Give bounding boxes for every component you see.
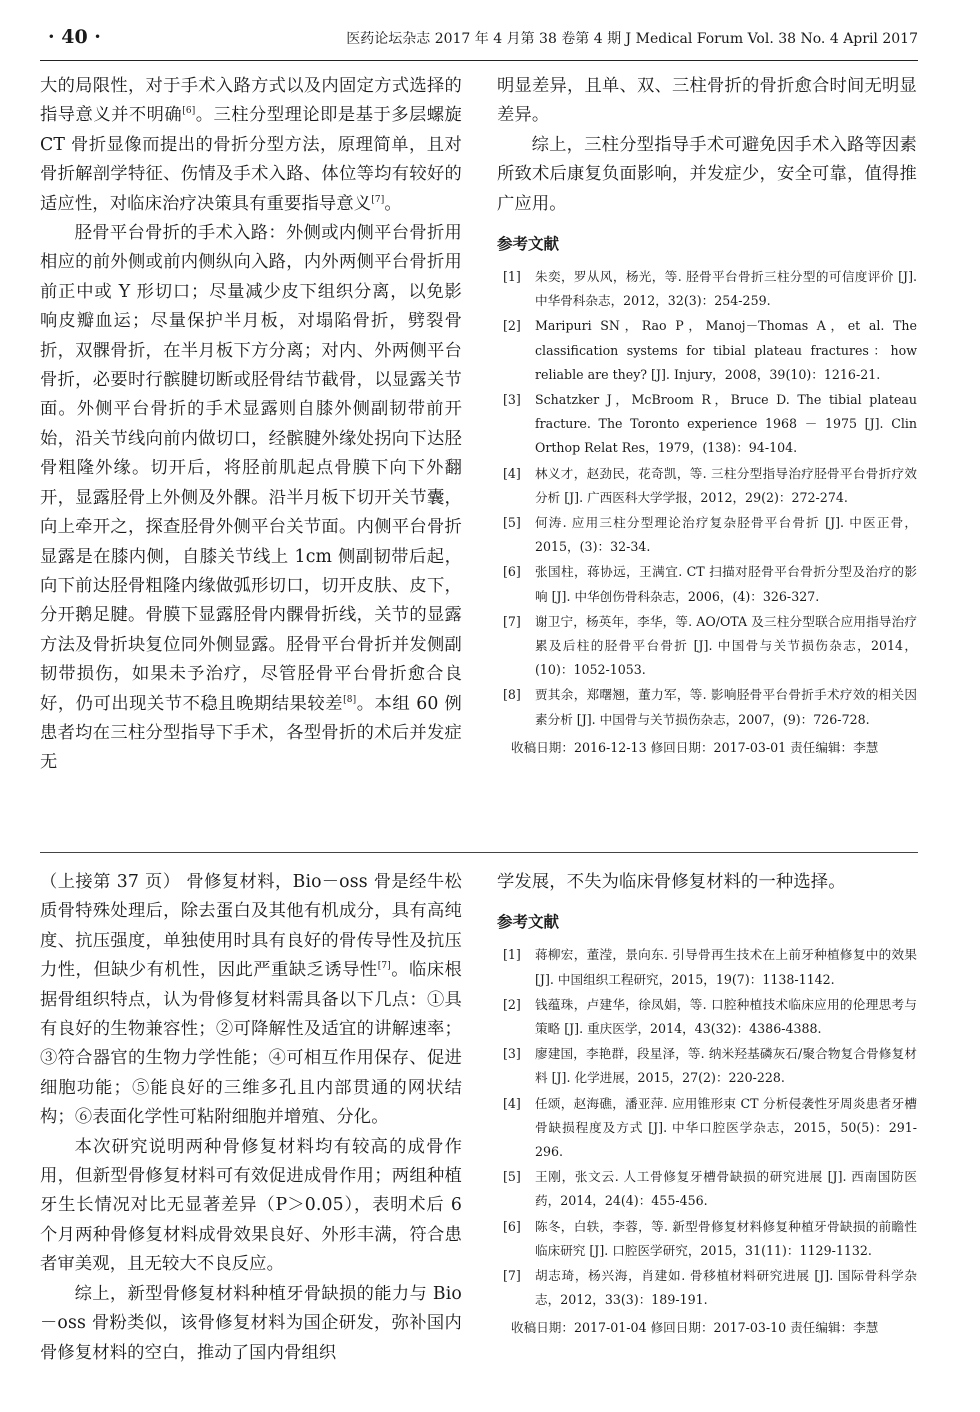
citation: [7] (371, 194, 385, 205)
reference-text: 廖建国，李艳群，段星泽，等. 纳米羟基磷灰石/聚合物复合骨修复材料 [J]. 化学进展，2015，27(2)：220-228. (535, 1046, 917, 1086)
paragraph: 学发展，不失为临床骨修复材料的一种选择。 (497, 872, 846, 892)
reference-text: 陈冬，白轶，李蓉，等. 新型骨修复材料修复种植牙骨缺损的前瞻性临床研究 [J]. 口腔医学研究，2015，31(11)：1129-1132. (535, 1218, 917, 1258)
reference-item (497, 511, 917, 559)
reference-item (497, 1092, 917, 1165)
paragraph: 本次研究说明两种骨修复材料均有较高的成骨作用，但新型骨修复材料可有效促进成骨作用；两组种植牙生长情况对比无显著差异（P＞0.05），表明术后 6 个月两种骨修复材料成骨效果良好、外形丰满，符合患者审美观，且无较大不良反应。 (40, 1136, 462, 1275)
reference-number: [8] (503, 687, 521, 703)
running-title: 医药论坛杂志 2017 年 4 月第 38 卷第 4 期 J Medical Forum Vol. 38 No. 4 April 2017 (346, 31, 918, 47)
reference-number: [7] (503, 1268, 521, 1284)
paragraph: 大的局限性，对于手术入路方式以及内固定方式选择的指导意义并不明确[6]。三柱分型理论即是基于多层螺旋 CT 骨折显像而提出的骨折分型方法，原理简单，且对骨折解剖学特征、伤情及手术入路、体位等均有较好的适应性，对临床治疗决策具有重要指导意义[7]。 (40, 76, 462, 214)
reference-list (497, 265, 917, 732)
reference-text: 贾其余，郑曙翘，董力军，等. 影响胫骨平台骨折手术疗效的相关因素分析 [J]. 中国骨与关节损伤杂志，2007，(9)：726-728. (535, 687, 917, 727)
reference-item (497, 993, 917, 1041)
reference-text: 张国柱，蒋协远，王满宜. CT 扫描对胫骨平台骨折分型及治疗的影响 [J]. 中华创伤骨科杂志，2006，(4)：326-327. (535, 564, 917, 604)
reference-text: 钱蕴珠，卢建华，徐凤娟，等. 口腔种植技术临床应用的伦理思考与策略 [J]. 重庆医学，2014，43(32)：4386-4388. (535, 996, 917, 1037)
reference-item (497, 265, 917, 313)
reference-item (497, 1165, 917, 1213)
citation: [6] (182, 106, 196, 117)
reference-number: [4] (503, 465, 521, 481)
reference-item (497, 610, 917, 683)
reference-number: [2] (503, 318, 521, 334)
reference-item (497, 462, 917, 510)
reference-text: 何涛. 应用三柱分型理论治疗复杂胫骨平台骨折 [J]. 中医正骨，2015，(3)：32-34. (535, 515, 917, 555)
reference-item (497, 388, 917, 461)
page-number: · 40 · (48, 26, 101, 48)
received-dates: 收稿日期：2017-01-04 修回日期：2017-03-10 责任编辑：李慧 (511, 1320, 879, 1336)
header-rule (40, 60, 918, 61)
reference-number: [5] (503, 515, 521, 531)
reference-text: 朱奕，罗从风，杨光，等. 胫骨平台骨折三柱分型的可信度评价 [J]. 中华骨科杂志，2012，32(3)：254-259. (535, 269, 917, 309)
reference-item (497, 1264, 917, 1312)
reference-text: 王刚，张文云. 人工骨修复牙槽骨缺损的研究进展 [J]. 西南国防医药，2014，24(4)：455-456. (535, 1169, 917, 1209)
page-header (40, 26, 918, 58)
paragraph: 胫骨平台骨折的手术入路：外侧或内侧平台骨折用相应的前外侧或前内侧纵向入路，内外两侧平台骨折用前正中或 Y 形切口；尽量减少皮下组织分离，以免影响皮瓣血运；尽量保护半月板，对塌陷骨折，劈裂骨折，双髁骨折，在半月板下方分离；对内、外两侧平台骨折，必要时行髌腱切断或胫骨结节截骨，以显露关节面。外侧平台骨折的手术显露则自膝外侧副韧带前开始，沿关节线向前内做切口，经髌腱外缘处拐向下达胫骨粗隆外缘。切开后，将胫前肌起点骨膜下向下外翻开，显露胫骨上外侧及外髁。沿半月板下切开关节囊，向上牵开之，探查胫骨外侧平台关节面。内侧平台骨折显露是在膝内侧，自膝关节线上 1cm 侧副韧带后起，向下前达胫骨粗隆内缘做弧形切口，切开皮肤、皮下，分开鹅足腱。骨膜下显露胫骨内髁骨折线，关节的显露方法及骨折块复位同外侧显露。胫骨平台骨折并发侧副韧带损伤，如果未予治疗，尽管胫骨平台骨折愈合良好，仍可出现关节不稳且晚期结果较差[8]。本组 60 例患者均在三柱分型指导下手术，各型骨折的术后并发症无 (40, 223, 462, 773)
reference-text: Schatzker J，McBroom R，Bruce D. The tibial plateau fracture. The Toronto experience 1968 － 1975 [J]. Clin Orthop Relat Res，1979，(138)：94-104. (535, 392, 917, 456)
citation: [8] (343, 694, 357, 705)
paragraph: 综上，三柱分型指导手术可避免因手术入路等因素所致术后康复负面影响，并发症少，安全可靠，值得推广应用。 (497, 134, 917, 214)
article-b-left-column (40, 868, 462, 1398)
paragraph: 明显差异，且单、双、三柱骨折的骨折愈合时间无明显差异。 (497, 76, 917, 126)
reference-item (497, 560, 917, 608)
references-heading: 参考文献 (497, 912, 560, 932)
article-a-left-column (40, 72, 462, 840)
reference-item (497, 943, 917, 991)
reference-text: Maripuri SN，Rao P，Manoj－Thomas A，et al. The classification systems for tibial plateau fractures：how reliable are they? [J]. Injury，2008，39(10)：1216-21. (535, 318, 917, 382)
reference-number: [2] (503, 996, 521, 1012)
article-divider (40, 852, 918, 853)
reference-text: 林义才，赵劲民，花奇凯，等. 三柱分型指导治疗胫骨平台骨折疗效分析 [J]. 广西医科大学学报，2012，29(2)：272-274. (535, 465, 917, 505)
reference-number: [4] (503, 1095, 521, 1111)
reference-text: 谢卫宁，杨英年，李华，等. AO/OTA 及三柱分型联合应用指导治疗累及后柱的胫骨平台骨折 [J]. 中国骨与关节损伤杂志，2014，(10)：1052-1053. (535, 613, 917, 678)
reference-text: 蒋柳宏，董滢，景向东. 引导骨再生技术在上前牙种植修复中的效果 [J]. 中国组织工程研究，2015，19(7)：1138-1142. (535, 947, 917, 987)
reference-number: [7] (503, 613, 521, 629)
references-heading: 参考文献 (497, 234, 560, 254)
article-a-right-column (497, 72, 917, 840)
reference-text: 任颂，赵海礁，潘亚萍. 应用锥形束 CT 分析侵袭性牙周炎患者牙槽骨缺损程度及方式 [J]. 中华口腔医学杂志，2015，50(5)：291-296. (535, 1095, 917, 1160)
paragraph: 综上，新型骨修复材料种植牙骨缺损的能力与 Bio－oss 骨粉类似，该骨修复材料为国企研发，弥补国内骨修复材料的空白，推动了国内骨组织 (40, 1283, 462, 1363)
reference-number: [3] (503, 1046, 521, 1062)
reference-list (497, 943, 917, 1312)
reference-number: [1] (503, 269, 521, 285)
reference-item (497, 314, 917, 387)
received-dates: 收稿日期：2016-12-13 修回日期：2017-03-01 责任编辑：李慧 (511, 739, 879, 755)
reference-number: [3] (503, 392, 521, 408)
reference-number: [1] (503, 947, 521, 963)
reference-text: 胡志琦，杨兴海，肖建如. 骨移植材料研究进展 [J]. 国际骨科学杂志，2012，33(3)：189-191. (535, 1268, 917, 1308)
reference-number: [5] (503, 1169, 521, 1185)
reference-number: [6] (503, 564, 521, 580)
reference-number: [6] (503, 1218, 521, 1234)
reference-item (497, 1215, 917, 1263)
paragraph: （上接第 37 页） 骨修复材料，Bio－oss 骨是经牛松质骨特殊处理后，除去蛋白及其他有机成分，具有高纯度、抗压强度，单独使用时具有良好的骨传导性及抗压力性，但缺少有机性，因此严重缺乏诱导性[7]。临床根据骨组织特点，认为骨修复材料需具备以下几点：①具有良好的生物兼容性；②可降解性及适宜的讲解速率；③符合器官的生物力学性能；④可相互作用保存、促进细胞功能；⑤能良好的三维多孔且内部贯通的网状结构；⑥表面化学性可粘附细胞并增殖、分化。 (40, 872, 462, 1128)
reference-item (497, 1042, 917, 1090)
reference-item (497, 683, 917, 731)
article-b-right-column (497, 868, 917, 1398)
citation: [7] (377, 961, 391, 972)
